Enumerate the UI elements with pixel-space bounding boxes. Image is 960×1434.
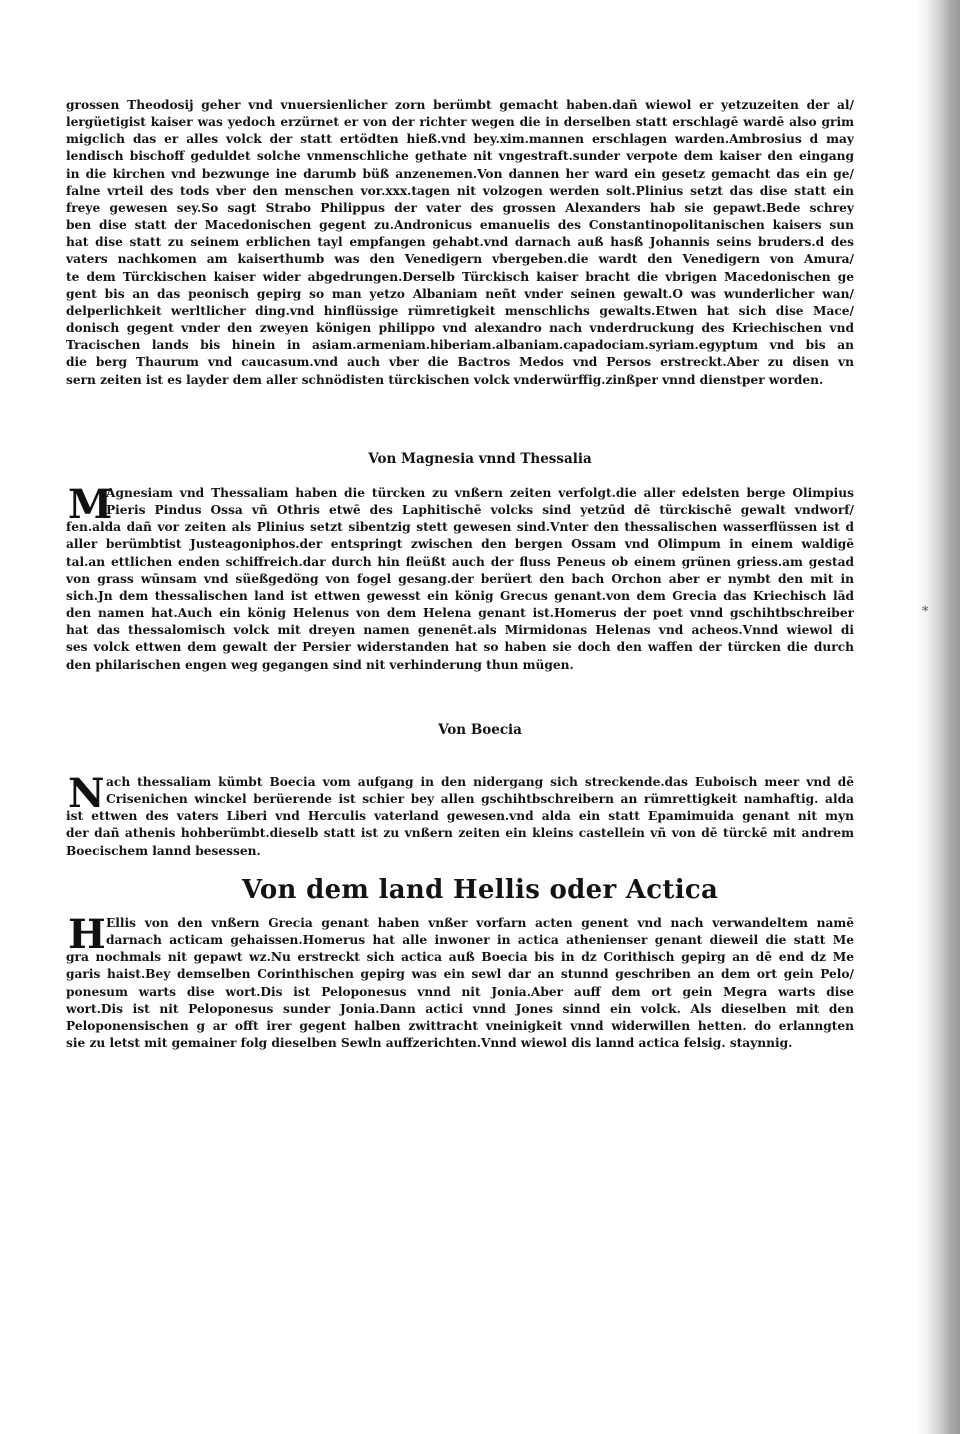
text-line: der dañ athenis hohberümbt.dieselb statt ist zu vnßern zeiten ein kleins castellein vñ von dē türckē mit andrem	[66, 826, 854, 841]
text-line: garis haist.Bey demselben Corinthischen gepirg was ein sewl dar an stunnd geschriben an dem ort gein Pelo/	[66, 967, 854, 982]
text-line: Pieris Pindus Ossa vñ Othris etwē des Laphitischē volcks sind yetzūd dē türckischē gewalt vndworf/	[106, 503, 854, 518]
text-line: gra nochmals nit gepawt wz.Nu erstreckt sich actica auß Boecia bis in dz Corithisch gepirg an dē end dz Me	[66, 950, 854, 965]
text-line: sich.Jn dem thessalischen land ist ettwen gewesst ein könig Grecus genant.von dem Grecia das Kriechisch lād	[66, 588, 854, 603]
text-line: die berg Thaurum vnd caucasum.vnd auch vber die Bactros Medos vnd Persos erstreckt.Aber zu disen vn	[66, 355, 854, 370]
text-line: lergüetigist kaiser was yedoch erzürnet er von der richter wegen die in derselben statt erschlagē wardē also grim	[66, 115, 854, 130]
text-line: gent bis an das peonisch gepirg so man yetzo Albaniam neñt vnder seinen gewalt.O was wunderlicher wan/	[66, 286, 854, 301]
text-line: den namen hat.Auch ein könig Helenus von dem Helena genant ist.Homerus der poet vnnd gschihtbschreiber	[66, 606, 854, 621]
text-line: hat das thessalomisch volck mit dreyen namen genenēt.als Mirmidonas Helenas vnd acheos.Vnnd wiewol di	[66, 623, 854, 638]
text-line: lendisch bischoff geduldet solche vnmenschliche gethate nit vngestraft.sunder verpote dem kaiser den eingang	[66, 149, 854, 164]
text-line: Tracischen lands bis hinein in asiam.armeniam.hiberiam.albaniam.capadociam.syriam.egyptum vnd bis an	[66, 338, 854, 353]
paragraph-hellis	[66, 911, 854, 1052]
text-line: von grass wūnsam vnd süeßgedöng von fogel gesang.der berüert den bach Orchon aber er nymbt den mit in	[66, 571, 854, 586]
paragraph-boecia	[66, 770, 854, 860]
text-line: sern zeiten ist es layder dem aller schnödisten türckischen volck vnderwürffig.zinßper vnnd dienstper worden.	[66, 372, 824, 387]
text-line: den philarischen engen weg gegangen sind nit verhinderung thun mügen.	[66, 657, 574, 672]
text-line: ponesum warts dise wort.Dis ist Peloponesus vnnd nit Jonia.Aber auff dem ort gein Megra warts dise	[66, 984, 854, 999]
text-line: Agnesiam vnd Thessaliam haben die türcken zu vnßern zeiten verfolgt.die aller edelsten berge Olimpius	[106, 486, 854, 500]
text-line: Boecischem lannd besessen.	[66, 843, 261, 858]
text-line: hat dise statt zu seinem erblichen tayl empfangen gehabt.vnd darnach auß hasß Johannis seins bruders.d des	[66, 235, 854, 250]
text-line: darnach acticam gehaissen.Homerus hat alle inwoner in actica athenienser genant dieweil die statt Me	[106, 933, 854, 948]
page-edge-shadow	[916, 0, 960, 1434]
text-line: migclich das er alles volck der statt ertödten hieß.vnd bey.xim.mannen erschlagen warden.Ambrosius d may	[66, 132, 854, 147]
text-line: falne vrteil des tods vber den menschen vor.xxx.tagen nit volzogen werden solt.Plinius setzt das dise statt ein	[66, 183, 854, 198]
text-line: donisch gegent vnder den zweyen königen philippo vnd alexandro nach vnderdruckung des Kriechischen vnd	[66, 321, 854, 336]
text-line: wort.Dis ist nit Peloponesus sunder Jonia.Dann actici vnnd Jones sinnd ein volck. Als dieselben mit den	[66, 1001, 854, 1016]
paragraph-magnesia	[66, 481, 854, 674]
text-line: ist ettwen des vaters Liberi vnd Herculis vaterland gewesen.vnd alda ein statt Epamimuida genant nit myn	[66, 809, 854, 824]
text-line: sie zu letst mit gemainer folg dieselben Sewln auffzerichten.Vnnd wiewol dis lannd actica felsig. staynnig.	[66, 1036, 793, 1051]
text-line: delperlichkeit werltlicher ding.vnd hinflüssige rümretigkeit menschlichs gewalts.Etwen hat sich dise Mace/	[66, 303, 854, 318]
text-line: aller berümbtist Justeagoniphos.der entspringt zwischen den bergen Ossam vnd Olimpum in einem waldigē	[66, 537, 854, 552]
text-line: Ellis von den vnßern Grecia genant haben vnßer vorfarn acten genent vnd nach verwandeltem namē	[106, 916, 854, 930]
initial-letter-m: M	[68, 481, 113, 528]
text-line: Peloponensischen g ar offt irer gegent halben zwittracht vneinigkeit vnnd widerwillen hetten. do erlanngten	[66, 1018, 854, 1033]
text-line: grossen Theodosij geher vnd vnuersienlicher zorn berümbt gemacht haben.dañ wiewol er yetzuzeiten der al/	[66, 98, 854, 112]
text-line: te dem Türckischen kaiser wider abgedrungen.Derselb Türckisch kaiser bracht die vbrigen Macedonischen ge	[66, 269, 854, 284]
text-line: in die kirchen vnd bezwunge ine darumb büß anzenemen.Von dannen her ward ein gesetz gemacht das ein ge/	[66, 166, 854, 181]
initial-letter-n: N	[68, 770, 105, 817]
text-line: vaters nachkomen am kaiserthumb was den Venedigern vbergeben.die wardt den Venedigern von Amura/	[66, 252, 854, 267]
text-line: ses volck ettwen dem gewalt der Persier widerstanden hat so haben sie doch den waffen der türcken die durch	[66, 640, 854, 655]
margin-mark: ⁎	[922, 600, 929, 615]
text-line: ben dise statt der Macedonischen gegent zu.Andronicus emanuelis des Constantinopolitanischen kaisers sun	[66, 218, 854, 233]
text-line: ach thessaliam kümbt Boecia vom aufgang in den nidergang sich streckende.das Euboisch meer vnd dē	[106, 775, 854, 789]
text-line: freye gewesen sey.So sagt Strabo Philippus der vater des grossen Alexanders hab sie gepawt.Bede schrey	[66, 200, 854, 215]
heading-magnesia: Von Magnesia vnnd Thessalia	[368, 451, 592, 467]
paragraph-theodosius	[66, 97, 854, 389]
text-line: fen.alda dañ vor zeiten als Plinius setzt sibentzig stett gewesen sind.Vnter den thessalischen wasserflüssen ist d	[66, 520, 854, 535]
text-line: Crisenichen winckel berüerende ist schier bey allen gschihtbschreibern an rümrettigkeit namhaftig. alda	[106, 792, 854, 807]
text-line: tal.an ettlichen enden schiffreich.dar durch hin fleüßt auch der fluss Peneus ob einem grünen griess.am gestad	[66, 554, 854, 569]
heading-boecia: Von Boecia	[438, 722, 522, 738]
heading-hellis: Von dem land Hellis oder Actica	[241, 875, 719, 905]
initial-letter-h: H	[68, 911, 106, 958]
